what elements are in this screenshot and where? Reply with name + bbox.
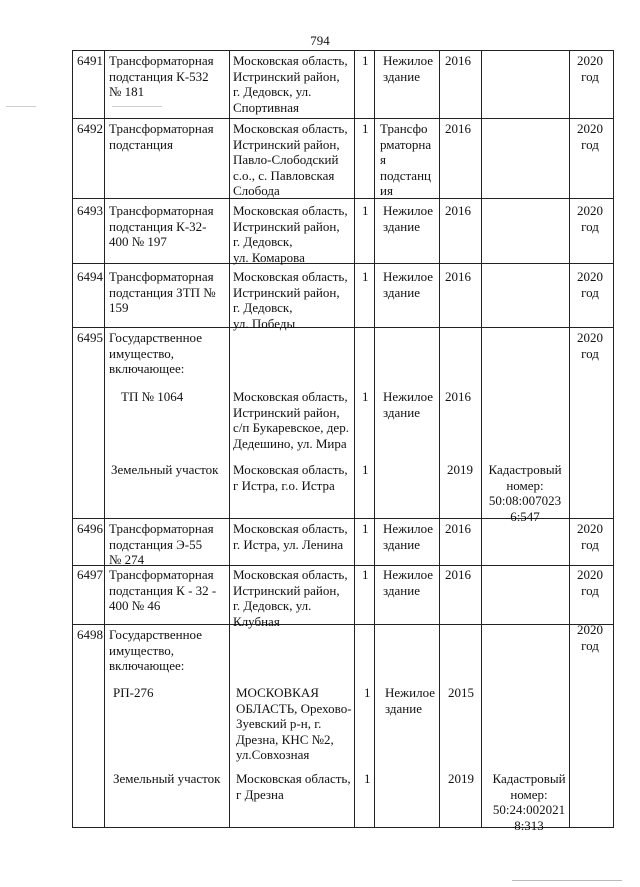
object-address: Московская область, Истринский район, г. Дедовск, ул. Спортивная	[233, 53, 348, 115]
sub-object-year: 2015	[448, 685, 474, 700]
scan-artifact	[112, 106, 162, 107]
column-divider	[439, 50, 440, 828]
object-year: 2016	[445, 521, 471, 536]
row-number: 6498	[77, 627, 103, 642]
property-register-table	[72, 50, 614, 833]
row-number: 6491	[77, 53, 103, 68]
transfer-year: 2020 год	[577, 53, 603, 84]
transfer-year: 2020 год	[577, 121, 603, 152]
object-name: Трансформаторная подстанция ЗТП № 159	[109, 269, 216, 315]
row-number: 6494	[77, 269, 103, 284]
row-divider	[72, 118, 614, 119]
column-divider	[229, 50, 230, 828]
transfer-year: 2020 год	[577, 567, 603, 598]
object-year: 2016	[445, 567, 471, 582]
sub-object-quantity: 1	[364, 685, 371, 700]
group-heading: Государственное имущество, включающее:	[109, 627, 202, 673]
sub-object-address: МОСКОВКАЯ ОБЛАСТЬ, Орехово- Зуевский р-н, г. Дрезна, КНС №2, ул.Совхозная	[236, 685, 352, 762]
object-name: Трансформаторная подстанция К-32- 400 № 197	[109, 203, 214, 249]
sub-object-name: Земельный участок	[113, 771, 221, 786]
cadastral-number: Кадастровый номер: 50:24:002021 8:313	[492, 771, 566, 833]
object-address: Московская область, Истринский район, г. Дедовск, ул. Комарова	[233, 203, 348, 265]
sub-object-year: 2019	[447, 462, 473, 477]
row-number: 6497	[77, 567, 103, 582]
object-quantity: 1	[362, 121, 369, 136]
scan-artifact	[6, 106, 36, 107]
object-address: Московская область, Истринский район, Павло-Слободский с.о., с. Павловская Слобода	[233, 121, 348, 198]
object-address: Московская область, г. Истра, ул. Ленина	[233, 521, 348, 552]
object-address: Московская область, Истринский район, г. Дедовск, ул. Победы	[233, 269, 348, 331]
row-number: 6493	[77, 203, 103, 218]
sub-object-address: Московская область, г Истра, г.о. Истра	[233, 462, 348, 493]
sub-object-name: Земельный участок	[111, 462, 219, 477]
row-number: 6496	[77, 521, 103, 536]
sub-object-year: 2016	[445, 389, 471, 404]
object-name: Трансформаторная подстанция К - 32 - 400 № 46	[109, 567, 217, 613]
transfer-year: 2020 год	[577, 203, 603, 234]
object-type: Нежилое здание	[383, 567, 434, 598]
transfer-year: 2020 год	[577, 622, 603, 653]
object-name: Трансформаторная подстанция Э-55 № 274	[109, 521, 214, 567]
column-divider	[72, 50, 73, 828]
object-type: Нежилое здание	[383, 53, 434, 84]
sub-object-address: Московская область, Истринский район, с/п Букаревское, дер. Дедешино, ул. Мира	[233, 389, 349, 451]
sub-object-name: РП-276	[113, 685, 154, 700]
object-year: 2016	[445, 53, 471, 68]
object-year: 2016	[445, 269, 471, 284]
column-divider	[613, 50, 614, 828]
object-name: Трансформаторная подстанция	[109, 121, 214, 152]
object-type: Нежилое здание	[383, 269, 434, 300]
object-type: Трансфо рматорна я подстанц ия	[380, 121, 432, 198]
cadastral-number: Кадастровый номер: 50:08:007023 6:547	[488, 462, 562, 524]
page-number: 794	[310, 33, 330, 48]
column-divider	[569, 50, 570, 828]
sub-object-type: Нежилое здание	[383, 389, 434, 420]
sub-object-quantity: 1	[362, 462, 369, 477]
object-quantity: 1	[362, 53, 369, 68]
object-quantity: 1	[362, 269, 369, 284]
column-divider	[374, 50, 375, 828]
object-type: Нежилое здание	[383, 521, 434, 552]
row-number: 6495	[77, 330, 103, 345]
object-address: Московская область, Истринский район, г. Дедовск, ул. Клубная	[233, 567, 348, 629]
object-year: 2016	[445, 121, 471, 136]
transfer-year: 2020 год	[577, 521, 603, 552]
column-divider	[354, 50, 355, 828]
transfer-year: 2020 год	[577, 269, 603, 300]
sub-object-address: Московская область, г Дрезна	[236, 771, 351, 802]
column-divider	[481, 50, 482, 828]
object-quantity: 1	[362, 521, 369, 536]
group-heading: Государственное имущество, включающее:	[109, 330, 202, 376]
row-divider	[72, 50, 614, 51]
sub-object-quantity: 1	[362, 389, 369, 404]
object-quantity: 1	[362, 567, 369, 582]
scan-artifact	[512, 880, 622, 881]
sub-object-name: ТП № 1064	[121, 389, 184, 404]
object-name: Трансформаторная подстанция К-532 № 181	[109, 53, 214, 99]
sub-object-quantity: 1	[364, 771, 371, 786]
transfer-year: 2020 год	[577, 330, 603, 361]
row-number: 6492	[77, 121, 103, 136]
object-quantity: 1	[362, 203, 369, 218]
column-divider	[104, 50, 105, 828]
sub-object-year: 2019	[448, 771, 474, 786]
sub-object-type: Нежилое здание	[385, 685, 436, 716]
object-year: 2016	[445, 203, 471, 218]
object-type: Нежилое здание	[383, 203, 434, 234]
